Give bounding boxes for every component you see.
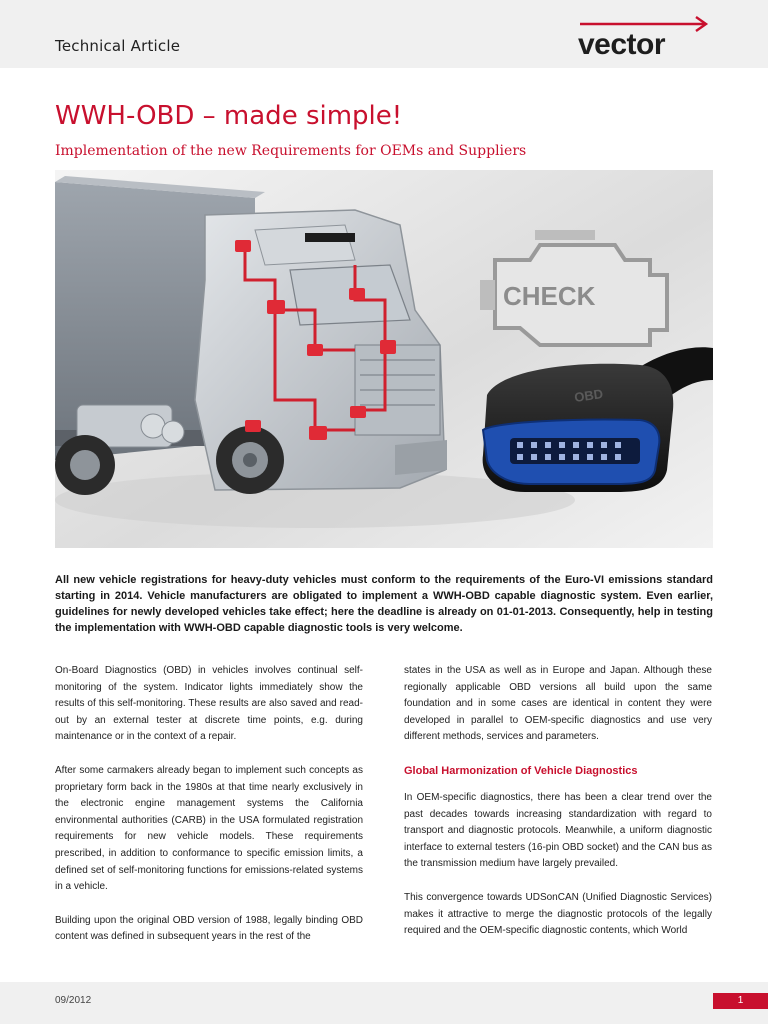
page-title: WWH-OBD – made simple!: [55, 101, 403, 131]
lead-paragraph: All new vehicle registrations for heavy-duty vehicles must conform to the requirements of the Euro-VI emissions standard starting in 2014. Vehicle manufacturers are obligated to implement a WWH-OBD capable diagnostic system. Even earlier, guidelines for newly developed vehicles take effect; here the deadline is already on 01-01-2013. Consequently, help in testing the implementation with WWH-OBD capable diagnostic tools is very welcome.: [55, 574, 713, 634]
article-type-label: Technical Article: [55, 37, 181, 55]
vector-logo: [576, 14, 716, 60]
page-number: 1: [713, 993, 768, 1009]
right-column: [404, 663, 712, 957]
hero-illustration: [55, 170, 713, 548]
connector-label: OBD: [573, 386, 605, 405]
body-paragraph: In OEM-specific diagnostics, there has been a clear trend over the past decades towards increasing standardization with regard to transport and diagnostic protocols. Meanwhile, a uniform diagnostic interface to external testers (16-pin OBD socket) and the CAN bus as the transmission medium have largely prevailed.: [404, 791, 712, 870]
publication-date: 09/2012: [55, 995, 92, 1006]
page-footer: [0, 982, 768, 1024]
body-paragraph: states in the USA as well as in Europe and Japan. Although these regionally applicable OBD versions all build upon the same foundation and in some cases are identical in content they were developed in parallel to OEM-specific diagnostics and use very different methods, services and parameters.: [404, 665, 712, 743]
body-paragraph: After some carmakers already began to implement such concepts as proprietary form back in the 1980s at that time nearly exclusively in the electronic engine management systems the California environmental authorities (CARB) in the USA formulated registration requirements for new vehicle models. These requirements prescribed, in addition to conformance to specific emission limits, a defined set of self-monitoring functions for emissions-related systems in a vehicle.: [55, 764, 363, 893]
left-column: [55, 663, 363, 963]
body-paragraph: On-Board Diagnostics (OBD) in vehicles involves continual self-monitoring of the system. Indicator lights immediately show the results of this self-monitoring. These results are also saved and read-out by an external tester at discrete time points, e.g. during maintenance or in the context of a repair.: [55, 665, 363, 743]
body-paragraph: This convergence towards UDSonCAN (Unified Diagnostic Services) makes it attractive to merge the diagnostic protocols of the legally required and the OEM-specific diagnostic contents, which World: [404, 891, 712, 937]
page-subtitle: Implementation of the new Requirements for OEMs and Suppliers: [55, 143, 527, 159]
logo-wordmark: vector: [578, 28, 666, 61]
check-label: CHECK: [503, 281, 596, 311]
section-heading: Global Harmonization of Vehicle Diagnostics: [404, 764, 638, 777]
body-paragraph: Building upon the original OBD version of 1988, legally binding OBD content was defined in subsequent years in the rest of the: [55, 914, 363, 943]
page-header: [0, 0, 768, 68]
